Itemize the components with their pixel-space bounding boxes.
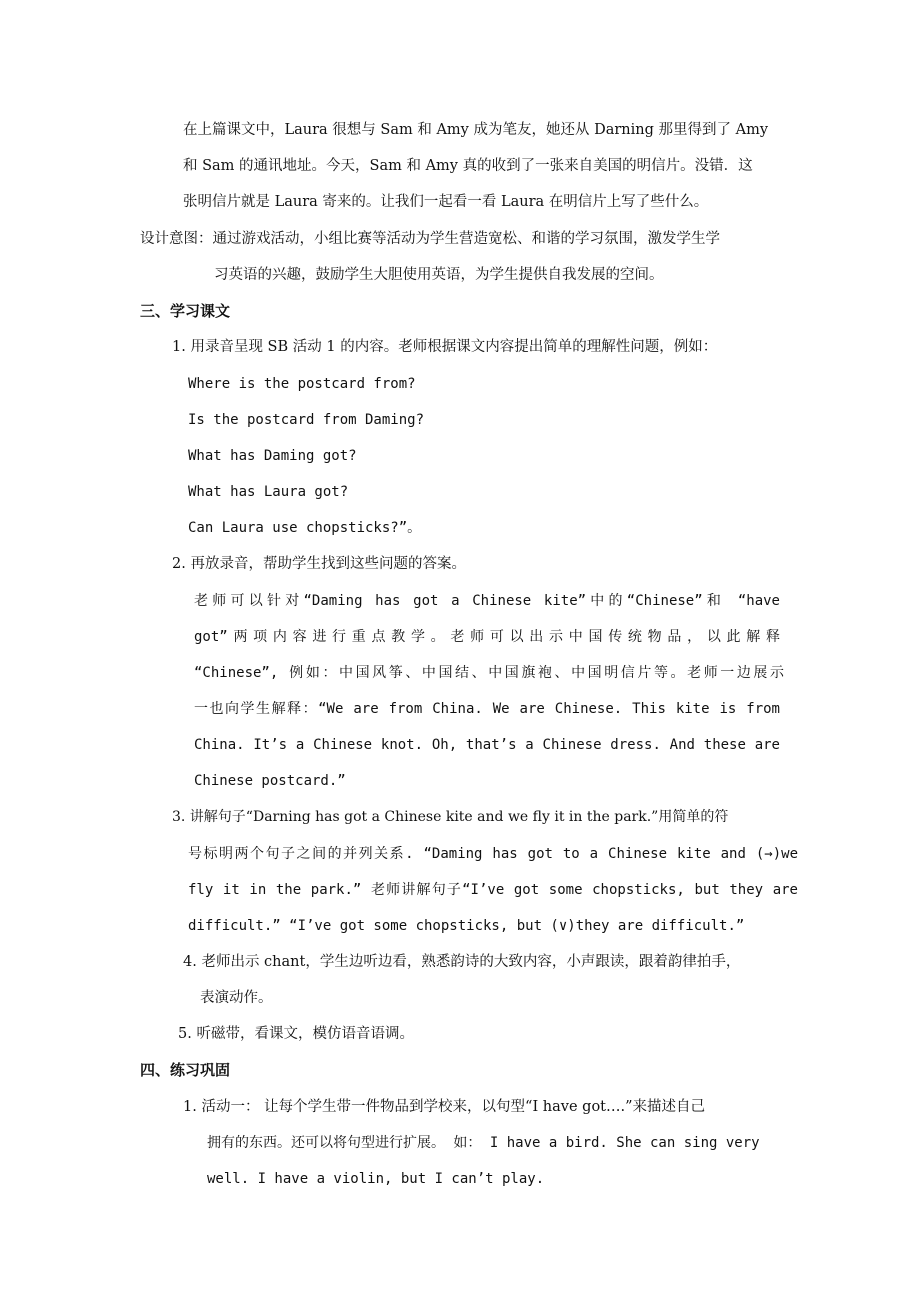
- activity-1-line-1: 1. 活动一： 让每个学生带一件物品到学校来，以句型“I have got….”来描述自己: [183, 1099, 706, 1115]
- section-4-heading: 四、练习巩固: [140, 1061, 231, 1079]
- step-4-line-2: 表演动作。: [200, 990, 273, 1006]
- step-3-line-2: 号标明两个句子之间的并列关系. “Daming has got to a Chinese kite and (→)we: [188, 846, 798, 862]
- step-2-line-6: Chinese postcard.”: [194, 773, 346, 789]
- question-1: Where is the postcard from?: [188, 376, 416, 392]
- step-3-line-4: difficult.” “I’ve got some chopsticks, but (∨)they are difficult.”: [188, 918, 745, 934]
- step-4-line-1: 4. 老师出示 chant，学生边听边看，熟悉韵诗的大致内容，小声跟读，跟着韵律拍手，: [183, 954, 741, 970]
- step-2-line-3: “Chinese”, 例如：中国风筝、中国结、中国旗袍、中国明信片等。老师一边展示: [194, 665, 784, 681]
- step-5-text: 5. 听磁带，看课文，模仿语音语调。: [178, 1026, 414, 1042]
- step-3-line-1: 3. 讲解句子“Darning has got a Chinese kite and we fly it in the park.”用简单的符: [172, 809, 729, 825]
- intro-line-2: 和 Sam 的通讯地址。今天，Sam 和 Amy 真的收到了一张来自美国的明信片。没错．这: [183, 158, 753, 174]
- question-5: Can Laura use chopsticks?”。: [188, 520, 422, 536]
- step-2-line-2: got”两项内容进行重点教学。老师可以出示中国传统物品，以此解释: [194, 629, 780, 645]
- design-intent-line-2: 习英语的兴趣，鼓励学生大胆使用英语，为学生提供自我发展的空间。: [214, 267, 664, 283]
- activity-1-line-2: 拥有的东西。还可以将句型进行扩展。 如： I have a bird. She can sing very: [207, 1135, 760, 1151]
- intro-line-1: 在上篇课文中，Laura 很想与 Sam 和 Amy 成为笔友，她还从 Darning 那里得到了 Amy: [183, 122, 769, 138]
- intro-line-3: 张明信片就是 Laura 寄来的。让我们一起看一看 Laura 在明信片上写了些什么。: [183, 194, 709, 210]
- step-2-line-5: China. It’s a Chinese knot. Oh, that’s a Chinese dress. And these are: [194, 737, 780, 753]
- question-2: Is the postcard from Daming?: [188, 412, 425, 428]
- design-intent-line-1: 设计意图：通过游戏活动，小组比赛等活动为学生营造宽松、和谐的学习氛围，激发学生学: [140, 231, 720, 247]
- step-2-line-4: 一也向学生解释：“We are from China. We are Chinese. This kite is from: [194, 701, 780, 717]
- step-2-text: 2. 再放录音，帮助学生找到这些问题的答案。: [172, 556, 466, 572]
- question-4: What has Laura got?: [188, 484, 349, 500]
- question-3: What has Daming got?: [188, 448, 357, 464]
- section-3-heading: 三、学习课文: [140, 302, 231, 320]
- step-2-line-1: 老师可以针对“Daming has got a Chinese kite”中的“Chinese”和 “have: [194, 593, 780, 609]
- step-3-line-3: fly it in the park.” 老师讲解句子“I’ve got some chopsticks, but they are: [188, 882, 798, 898]
- activity-1-line-3: well. I have a violin, but I can’t play.: [207, 1171, 545, 1187]
- step-1-text: 1. 用录音呈现 SB 活动 1 的内容。老师根据课文内容提出简单的理解性问题，例如：: [172, 339, 718, 355]
